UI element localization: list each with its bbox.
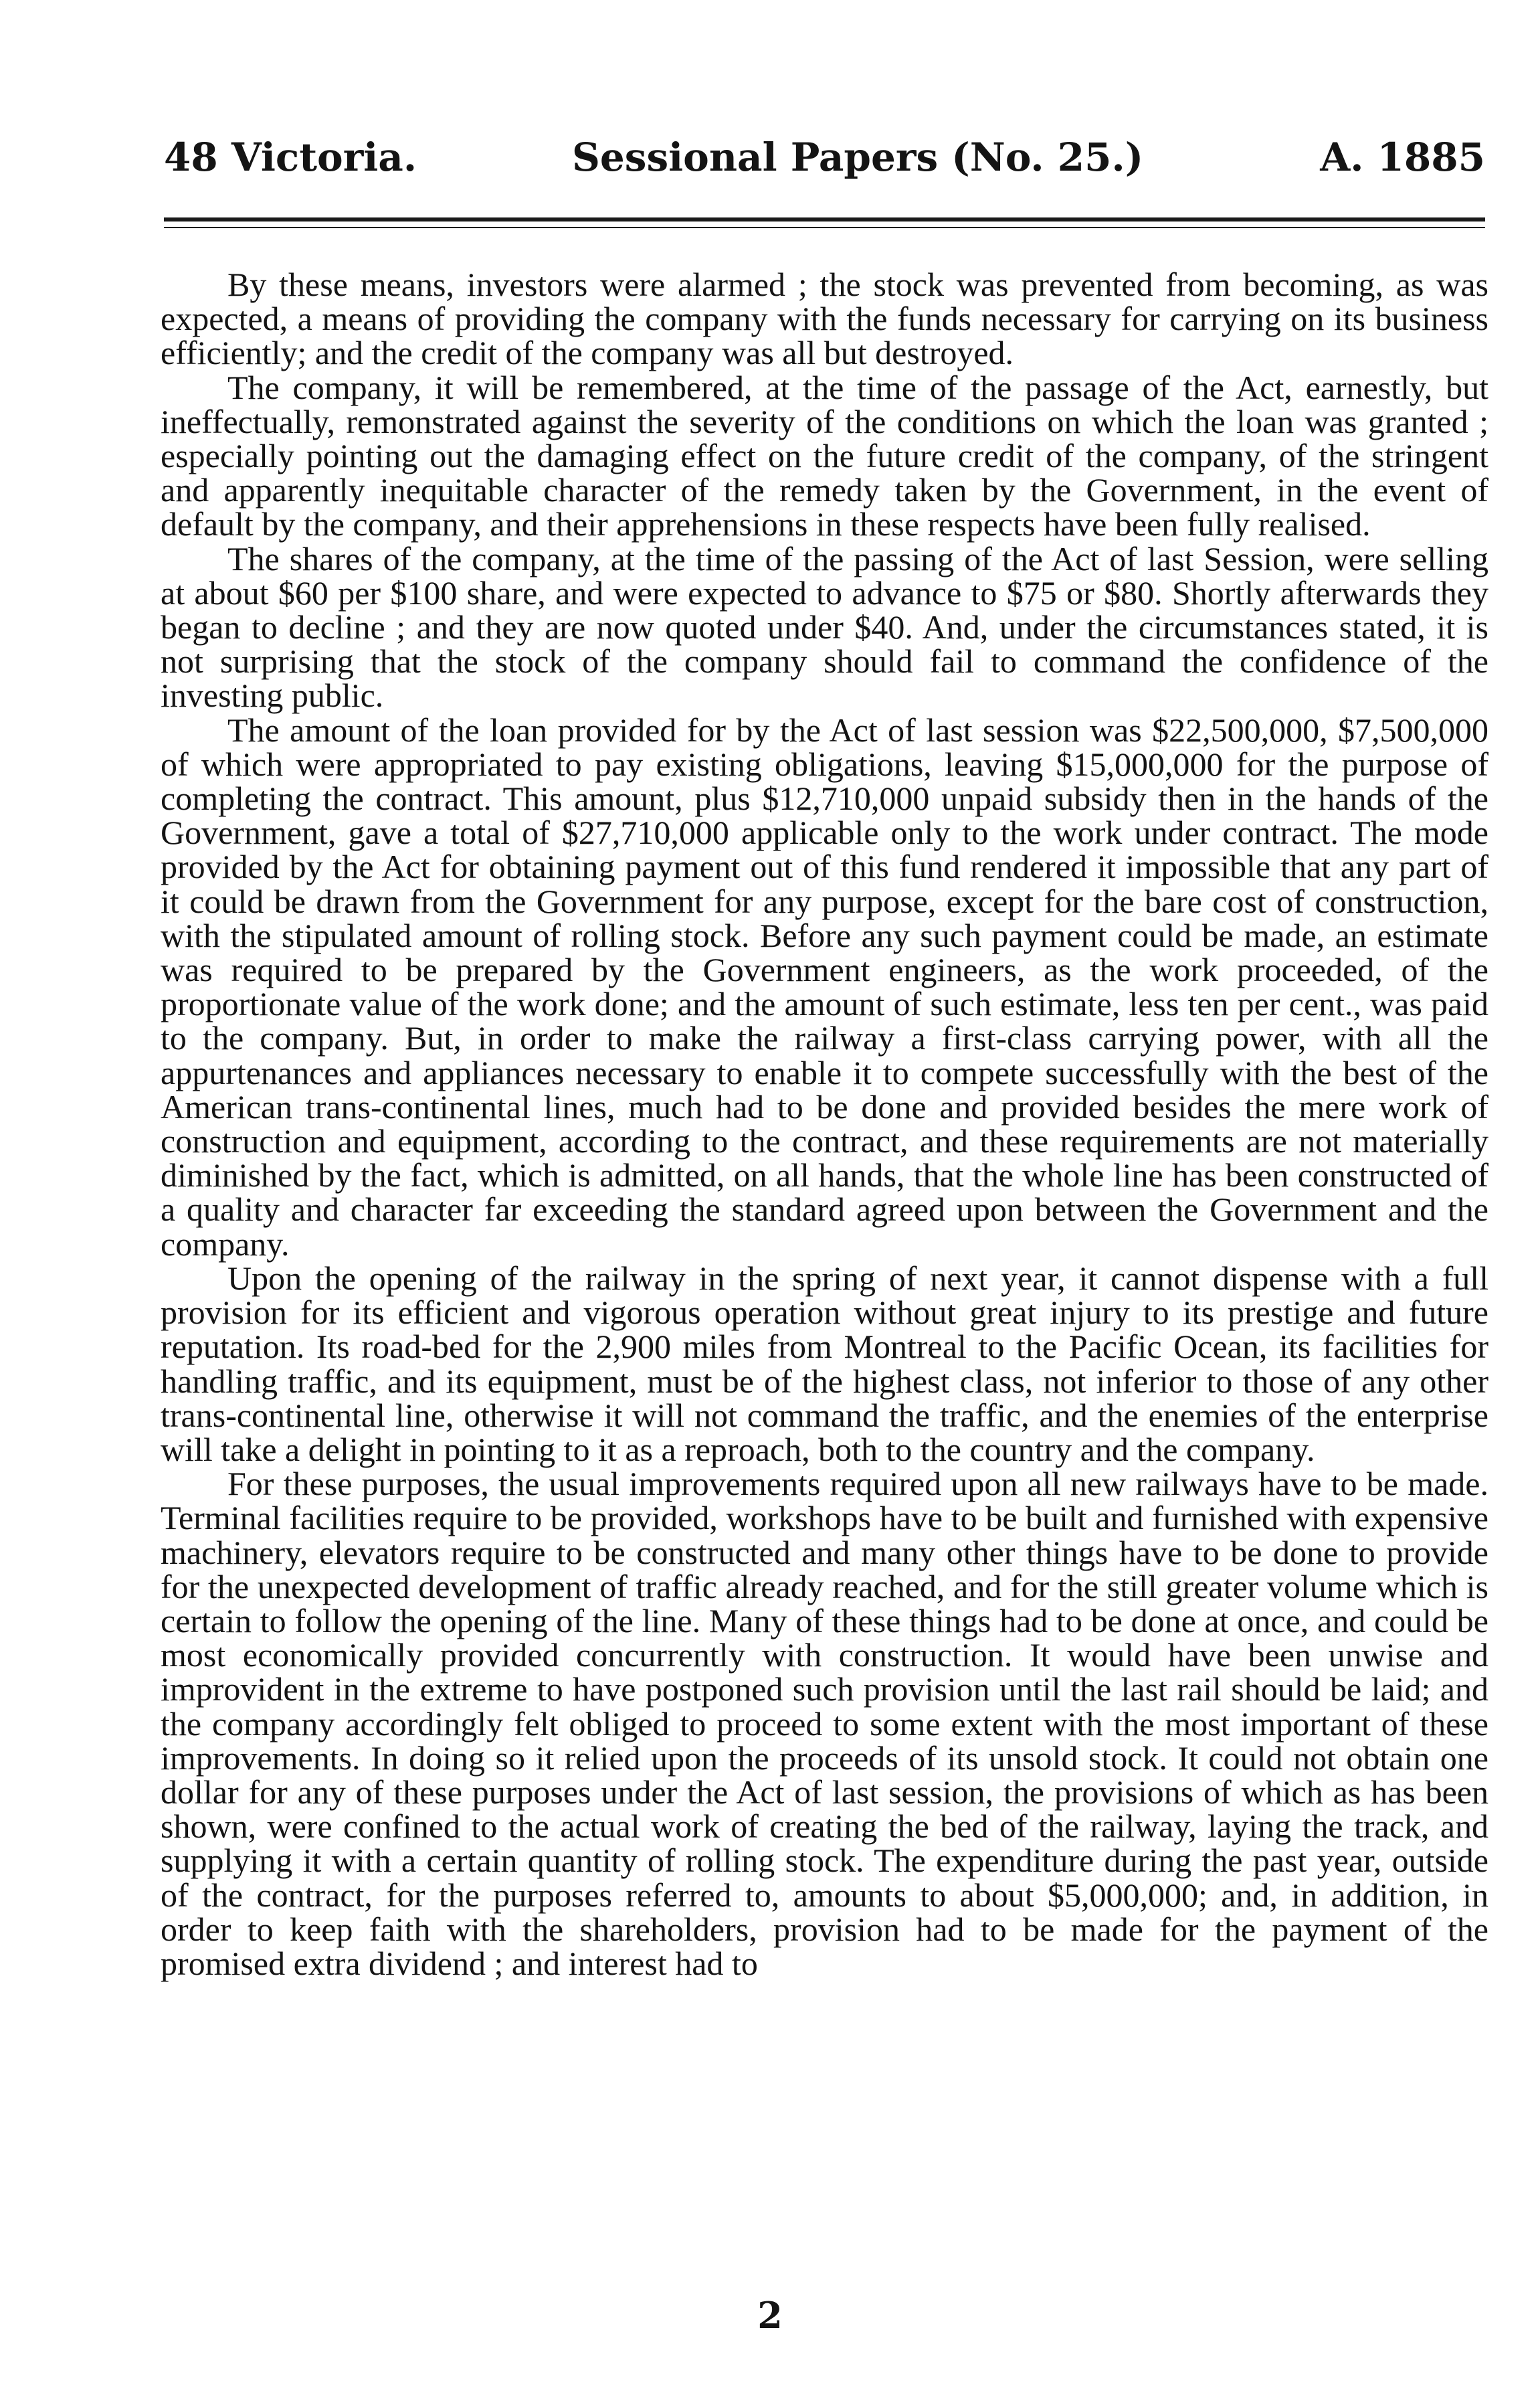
- running-head: [164, 134, 1485, 181]
- body-text: [161, 268, 1488, 1981]
- paragraph: Upon the opening of the railway in the spring of next year, it cannot dispense with a full provision for its efficient and vigorous operation without great injury to its prestige and future reputation. Its road-bed for the 2,900 miles from Montreal to the Pacific Ocean, its facilities for handling traffic, and its equipment, must be of the highest class, not inferior to those of any other trans-continental line, otherwise it will not command the traffic, and the enemies of the enterprise will take a delight in pointing to it as a reproach, both to the country and the company.: [161, 1259, 1488, 1468]
- header-rule-thin: [164, 227, 1485, 228]
- paragraph: By these means, investors were alarmed ; the stock was prevented from becoming, as was expected, a means of providing the company with the funds necessary for carrying on its business efficiently; and the credit of the company was all but destroyed.: [161, 266, 1488, 372]
- header-year: A. 1885: [1320, 135, 1485, 180]
- header-volume: 48 Victoria.: [164, 135, 417, 180]
- paragraph: The shares of the company, at the time of the passing of the Act of last Session, were selling at about $60 per $100 share, and were expected to advance to $75 or $80. Shortly afterwards they began to decline ; and they are now quoted under $40. And, under the circumstances stated, it is not surprising that the stock of the company should fail to command the confidence of the investing public.: [161, 539, 1488, 715]
- paragraph: For these purposes, the usual improvements required upon all new railways have to be made. Terminal facilities require to be provided, workshops have to be built and furnished with expensive machinery, elevators require to be constructed and many other things have to be done to provide for the unexpected development of traffic already reached, and for the still greater volume which is certain to follow the opening of the line. Many of these things had to be done at once, and could be most economically provided concurrently with construction. It would have been unwise and improvident in the extreme to have postponed such provision until the last rail should be laid; and the company accordingly felt obliged to proceed to some extent with the most important of these improvements. In doing so it relied upon the proceeds of its unsold stock. It could not obtain one dollar for any of these purposes under the Act of last session, the provisions of which as has been shown, were confined to the actual work of creating the bed of the railway, laying the track, and supplying it with a certain quantity of rolling stock. The expenditure during the past year, outside of the contract, for the purposes referred to, amounts to about $5,000,000; and, in addition, in order to keep faith with the shareholders, provision had to be made for the payment of the promised extra dividend ; and interest had to: [161, 1465, 1488, 1982]
- page-number: 2: [757, 2294, 783, 2337]
- paragraph: The amount of the loan provided for by the Act of last session was $22,500,000, $7,500,000 of which were appropriated to pay existing obligations, leaving $15,000,000 for the purpose of completing the contract. This amount, plus $12,710,000 unpaid subsidy then in the hands of the Government, gave a total of $27,710,000 applicable only to the work under contract. The mode provided by the Act for obtaining payment out of this fund rendered it impossible that any part of it could be drawn from the Government for any purpose, except for the bare cost of construction, with the stipulated amount of rolling stock. Before any such payment could be made, an estimate was required to be prepared by the Government engineers, as the work proceeded, of the proportionate value of the work done; and the amount of such estimate, less ten per cent., was paid to the company. But, in order to make the railway a first-class carrying power, with all the appurtenances and appliances necessary to enable it to compete successfully with the best of the American trans-continental lines, much had to be done and provided besides the mere work of construction and equipment, according to the contract, and these requirements are not materially diminished by the fact, which is admitted, on all hands, that the whole line has been constructed of a quality and character far exceeding the standard agreed upon between the Government and the company.: [161, 711, 1488, 1263]
- header-rule-thick: [164, 217, 1485, 221]
- header-title: Sessional Papers (No. 25.): [572, 135, 1144, 180]
- paragraph: The company, it will be remembered, at the time of the passage of the Act, earnestly, but ineffectually, remonstrated against the severity of the conditions on which the loan was granted ; especially pointing out the damaging effect on the future credit of the company, of the stringent and apparently inequitable character of the remedy taken by the Government, in the event of default by the company, and their apprehensions in these respects have been fully realised.: [161, 368, 1488, 543]
